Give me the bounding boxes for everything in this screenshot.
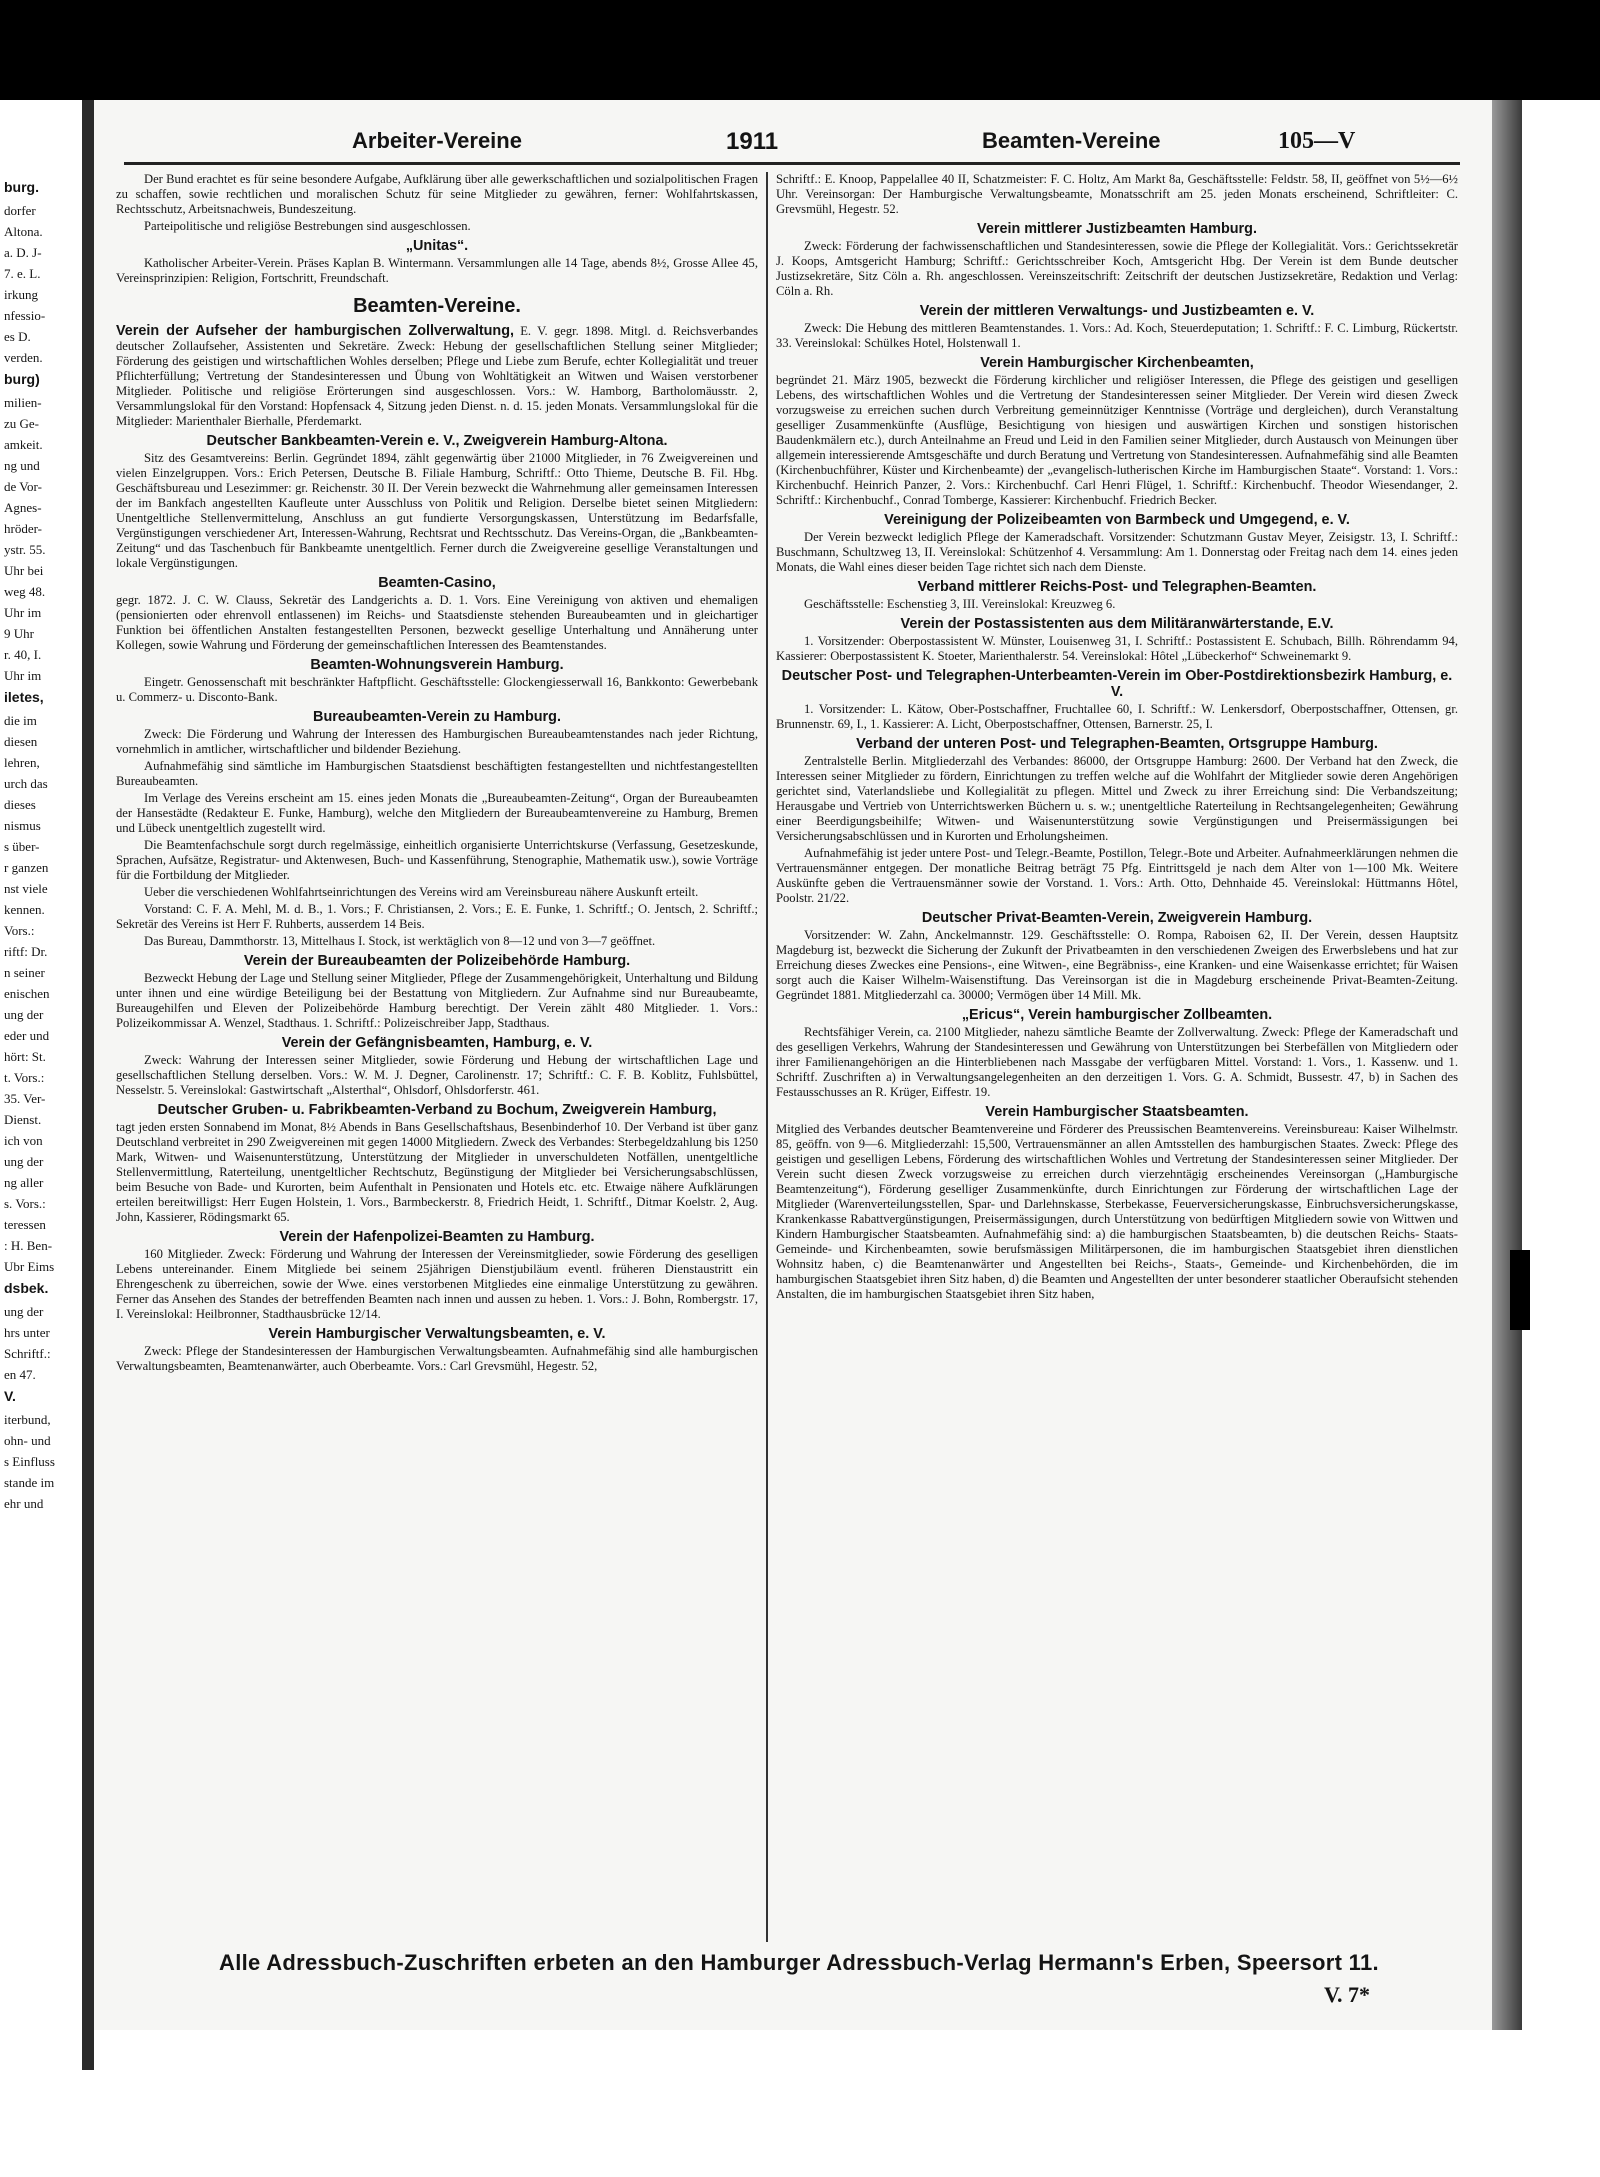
right-column-heading: Verein der Postassistenten aus dem Militäranwärterstande, E.V. [900,616,1334,632]
right-column-heading: Deutscher Privat-Beamten-Verein, Zweigverein Hamburg. [921,910,1313,926]
right-column-heading: Deutscher Post- und Telegraphen-Unterbeamten-Verein im Ober-Postdirektionsbezirk Hamburg, e. V. [781,668,1453,700]
fragment-line: weg 48. [4,584,46,599]
left-column-heading: Verein der Bureaubeamten der Polizeibehörde Hamburg. [243,953,631,969]
fragment-line: diesen [4,734,38,749]
right-column-heading: Verein Hamburgischer Staatsbeamten. [985,1104,1249,1120]
right-column-heading: Vereinigung der Polizeibeamten von Barmbeck und Umgegend, e. V. [884,512,1350,528]
scan-bottom-margin [0,2027,1600,2177]
fragment-line: r. 40, I. [4,647,42,662]
right-column-paragraph: Geschäftsstelle: Eschenstieg 3, III. Vereinslokal: Kreuzweg 6. [804,597,1116,611]
fragment-line: dorfer [4,203,36,218]
fragment-line: ehr und [4,1496,44,1511]
fragment-line: 9 Uhr [4,626,34,641]
left-column-paragraph: 160 Mitglieder. Zweck: Förderung und Wahrung der Interessen der Vereinsmitglieder, sowie Förderung des geselligen Lebens untereinander. Einem Mitgliede bei seinem 25jährigen Dienstjubiläum eventl. früheren Dienstaustritt ein Ehrengeschenk zu überreichen, sowie der Wwe. eines verstorbenen Mitgliedes eine einmalige Unterstützung zu gewähren. Ferner das Ansehen des Standes der betreffenden Beamten nach innen und aussen zu heben. 1. Vors.: J. Bohn, Rombergstr. 17, I. Vereinslokal: Heilbronner, Stadthausbrücke 12/14. [116,1247,758,1321]
left-column-paragraph: Sitz des Gesamtvereins: Berlin. Gegründet 1894, zählt gegenwärtig über 21000 Mitglieder, in 76 Zweigvereinen und vielen Einzelgruppen. Vors.: Erich Petersen, Deutsche B. Filiale Hamburg, Schriftf.: Otto Thieme, Deutsche B. Fil. Hbg. Geschäftsbureau und Lesezimmer: gr. Reichenstr. 30 II. Der Verein bezweckt die Wahrnehmung aller gemeinsamen Interessen der im Bankfach angestellten Kaufleute unter Ausschluss von Politik und Religion. Derselbe bietet seinen Mitgliedern: Unentgeltliche Stellenvermittelung, Anschluss an gut fundierte Versorgungskassen, Unterstützung im Bedarfsfalle, Vergünstigungen verschiedener Art, Interessen-Wahrung, Rechtsrat und Rechtsschutz. Das Vereins-Organ, die „Bankbeamten-Zeitung“ und das Taschenbuch für Bankbeamte unentgeltlich. Ferner durch die Zweigvereine gesellige Veranstaltungen und lokale Vergünstigungen. [116,451,758,570]
fragment-line: ich von [4,1133,43,1148]
fragment-line: Uhr im [4,605,42,620]
fragment-line: amkeit. [4,437,43,452]
fragment-line: iletes, [4,689,44,705]
fragment-line: Schriftf.: [4,1346,51,1361]
scan-top-border [0,0,1600,100]
left-column-heading: Deutscher Gruben- u. Fabrikbeamten-Verband zu Bochum, Zweigverein Hamburg, [157,1102,717,1118]
fragment-line: ng und [4,458,40,473]
fragment-line: Agnes- [4,500,42,515]
fragment-line: s über- [4,839,40,854]
fragment-line: hröder- [4,521,42,536]
fragment-line: 7. e. L. [4,266,41,281]
fragment-line: kennen. [4,902,45,917]
fragment-line: Dienst. [4,1112,42,1127]
fragment-line: 35. Ver- [4,1091,46,1106]
left-column-paragraph: Das Bureau, Dammthorstr. 13, Mittelhaus I. Stock, ist werktäglich von 8—12 und von 3—7 geöffnet. [144,934,656,948]
fragment-line: dsbek. [4,1280,49,1296]
fragment-line: hört: St. [4,1049,46,1064]
fragment-line: ung der [4,1304,44,1319]
right-column-paragraph: 1. Vorsitzender: Oberpostassistent W. Münster, Louisenweg 31, I. Schriftf.: Postassistent E. Schubach, Billh. Röhrendamm 94, Kassierer: Oberpostassistent K. Stoeter, Marienthalerstr. 54. Vereinslokal: Hôtel „Lübeckerhof“ Schweinemarkt 9. [776,634,1458,663]
right-column-paragraph: 1. Vorsitzender: L. Kätow, Ober-Postschaffner, Fruchtallee 60, I. Schriftf.: W. Lenkersdorf, Oberpostschaffner, Ottensen, gr. Brunnenstr. 69, I., 1. Kassierer: A. Licht, Oberpostschaffner, Ottensen, Barnerstr. 25, I. [776,702,1458,731]
right-column-paragraph: Zweck: Förderung der fachwissenschaftlichen und Standesinteressen, sowie die Pflege der Kollegialität. Vors.: Gerichtssekretär J. Koops, Amtsgericht Hamburg; Schriftf.: Gerichtsschreiber Koch, Amtsgericht Hbg. Der Verein ist dem Bunde deutscher Justizsekretäre, Sitz Cöln a. Rh. angeschlossen. Vereinszeitschrift: Zeitschrift der deutschen Justizsekretäre, Redaktion und Verlag: Cöln a. Rh. [776,239,1458,298]
fragment-line: lehren, [4,755,40,770]
right-column-paragraph: Zentralstelle Berlin. Mitgliederzahl des Verbandes: 86000, der Ortsgruppe Hamburg: 2600. Der Verband hat den Zweck, die Interessen seiner Mitglieder zu fördern, Einrichtungen zu treffen welche auf die Wohlfahrt der Mitglieder sowie deren Angehörigen gerichtet sind, Vaterlandsliebe und Kollegialität zu pflegen. Mittel und Zweck zu ihrer Erreichung sind: Die Verbandszeitung; Herausgabe und Vertrieb von Unterrichtswerken Büchern u. s. w.; unentgeltliche Raterteilung in Rechtsangelegenheiten; Gewährung einer Beerdigungsbeihilfe; Witwen- und Waisenunterstützung sowie Vergünstigungen und Preisermässigungen bei Versicherungsabschlüssen und in Kurorten und Erholungsheimen. [776,754,1458,843]
fragment-line: Altona. [4,224,43,239]
fragment-line: : H. Ben- [4,1238,53,1253]
fragment-line: s Einfluss [4,1454,55,1469]
left-column-heading: Beamten-Vereine. [353,295,521,317]
left-column-entry-text: E. V. gegr. 1898. Mitgl. d. Reichsverbandes deutscher Zollaufseher, Assistenten und Sekretäre. Zweck: Hebung der gesellschaftlichen Stellung seiner Mitglieder; Förderung des geistigen und wirtschaftlichen Wohles derselben; Pflege und Liebe zum Berufe, echter Kollegialität und treuer Pflichterfüllung; Vertretung der Standesinteressen und Übung von Wohltätigkeit an Witwen und Waisen verstorbener Mitglieder. Politische und religiöse Erörterungen sind ausgeschlossen. Vors.: W. Hamborg, Bartholomäusstr. 2, Versammlungslokal für den Vorstand: Hopfensack 4, Sitzung jeden Dienst. n. d. 15. jeden Monats. Versammlungslokal für die Mitglieder: Marienthaler Bierhalle, Pferdemarkt. [116,324,758,428]
left-column-paragraph: gegr. 1872. J. C. W. Clauss, Sekretär des Landgerichts a. D. 1. Vors. Eine Vereinigung von aktiven und ehemaligen (pensionierten oder ehrenvoll entlassenen) im Reichs- und Staatsdienste stehenden Bureaubeamten und in gleichartiger Funktion bei öffentlichen Anstalten festangestellten Personen, bezweckt gesellige Unterhaltung und Annäherung unter Kollegen, sowie Wahrung und Förderung der gemeinschaftlichen Interessen des Beamtenstandes. [116,593,758,652]
directory-page [94,100,1492,2030]
right-column-heading: Verein mittlerer Justizbeamten Hamburg. [977,221,1257,237]
fragment-line: riftf: Dr. [4,944,48,959]
fragment-line: Uhr bei [4,563,44,578]
fragment-line: V. [4,1388,16,1404]
signature-mark: V. 7* [1324,1982,1371,2007]
left-column-heading: Verein der Gefängnisbeamten, Hamburg, e. V. [281,1035,593,1051]
fragment-line: ung der [4,1154,44,1169]
fragment-line: enischen [4,986,50,1001]
left-column-entry-heading: Verein der Aufseher der hamburgischen Zollverwaltung, [116,323,514,339]
previous-page-fragment [0,180,80,2000]
fragment-line: burg. [4,180,39,195]
right-column-heading: Verein Hamburgischer Kirchenbeamten, [980,355,1254,371]
left-column-heading: Bureaubeamten-Verein zu Hamburg. [313,709,561,725]
header-rule [124,162,1460,165]
running-header-right: Beamten-Vereine [982,128,1161,153]
fragment-line: dieses [4,797,36,812]
right-column-paragraph: Schriftf.: E. Knoop, Pappelallee 40 II, Schatzmeister: F. C. Holtz, Am Markt 8a, Geschäftsstelle: Feldstr. 58, II, geöffnet von 5½—6½ Uhr. Vereinsorgan: Der Hamburgische Verwaltungsbeamte, Monatsschrift am 25. jeden Monats erscheinend, Schriftleiter: C. Grevsmühl, Hegestr. 52. [776,172,1458,216]
fragment-line: ystr. 55. [4,542,46,557]
fragment-line: milien- [4,395,42,410]
fragment-line: stande im [4,1475,55,1490]
left-column-paragraph: Die Beamtenfachschule sorgt durch regelmässige, einheitlich organisierte Unterrichtskurse (Verfassung, Gesetzeskunde, Sprachen, Aufsätze, Registratur- und Aktenwesen, Buch- und Kassenführung, Stenographie, Mathematik usw.), sowie Vorträge für die Fortbildung der Mitglieder. [116,838,758,882]
left-column-heading: Verein Hamburgischer Verwaltungsbeamten, e. V. [268,1326,606,1342]
publisher-notice: Alle Adressbuch-Zuschriften erbeten an den Hamburger Adressbuch-Verlag Hermann's Erben, Speersort 11. [219,1950,1379,1975]
left-column-heading: „Unitas“. [405,238,469,254]
left-column-paragraph: Im Verlage des Vereins erscheint am 15. eines jeden Monats die „Bureaubeamten-Zeitung“, Organ der Bureaubeamten der Hansestädte (Redakteur E. Funke, Hamburg), welche den Mitgliedern der Bureaubeamtenvereine zu Hamburg, Bremen und Lübeck unentgeltlich zugestellt wird. [116,791,758,835]
fragment-line: nismus [4,818,41,833]
left-column-paragraph: Parteipolitische und religiöse Bestrebungen sind ausgeschlossen. [144,219,471,233]
left-column-paragraph: Zweck: Die Förderung und Wahrung der Interessen des Hamburgischen Bureaubeamtenstandes nach jeder Richtung, vornehmlich in amtlicher, wirtschaftlicher und bildender Beziehung. [116,727,758,756]
right-column-heading: Verband der unteren Post- und Telegraphen-Beamten, Ortsgruppe Hamburg. [856,736,1378,752]
fragment-line: s. Vors.: [4,1196,46,1211]
left-column-entry [116,324,758,429]
fragment-line: verden. [4,350,43,365]
left-column-heading: Beamten-Casino, [378,575,496,591]
left-column-paragraph: tagt jeden ersten Sonnabend im Monat, 8½ Abends in Bans Gesellschaftshaus, Besenbinderhof 10. Der Verband ist über ganz Deutschland verbreitet in 290 Zweigvereinen mit gegen 14000 Mitgliedern. Zweck des Verbandes: Sterbegeldzahlung bis 1250 Mark, Witwen- und Waisenunterstützung, Unterstützung der Mitglieder in unverschuldeten Notfällen, unentgeltliche Stellenvermittlung, Raterteilung, unentgeltlicher Rechtschutz, Begünstigung der Mitglieder bei Versicherungsabschlüssen, beim Besuche von Bade- und Kurorten, beim Aufenthalt in Pensionaten und Hotels etc. etc. Etwaige nähere Aufklärungen erteilen bereitwilligst: Herr Eugen Holstein, 1. Vors., Barmbeckerstr. 8, Friedrich Heidt, 1. Schriftf., Ditmar Koelstr. 2, Aug. John, Kassierer, Rödingsmarkt 65. [116,1120,758,1224]
scan-right-shadow [1492,100,1522,2030]
fragment-line: iterbund, [4,1412,51,1427]
right-column-paragraph: Rechtsfähiger Verein, ca. 2100 Mitglieder, nahezu sämtliche Beamte der Zollverwaltung. Zweck: Pflege der Kameradschaft und des geselligen Verkehrs, Wahrung der Standesinteressen und Gewährung von Unterstützungen bei Sterbefällen von Mitgliedern oder ihrer Familienangehörigen an die Hinterbliebenen nach Massgabe der verfügbaren Mittel. Vorstand: 1. Vors., 1. Kassenw. und 1. Schriftf. Zuschriften a) in Verwaltungsangelegenheiten an den derzeitigen 1. Vors. G. A. Schmidt, Bussestr. 47, b) in Sachen des Festausschusses an R. Krüger, Eiffestr. 19. [776,1025,1458,1099]
fragment-line: en 47. [4,1367,36,1382]
fragment-line: burg) [4,371,40,387]
fragment-line: Ubr Eims [4,1259,55,1274]
fragment-line: n seiner [4,965,45,980]
fragment-line: teressen [4,1217,46,1232]
left-column-heading: Beamten-Wohnungsverein Hamburg. [310,657,564,673]
left-column-paragraph: Zweck: Pflege der Standesinteressen der Hamburgischen Verwaltungsbeamten. Aufnahmefähig sind alle hamburgischen Verwaltungsbeamten, Beamtenanwärter, auch Oberbeamte. Vors.: Carl Grevsmühl, Hegestr. 52, [116,1344,758,1373]
right-column-paragraph: Der Verein bezweckt lediglich Pflege der Kameradschaft. Vorsitzender: Schutzmann Gustav Meyer, Zeisigstr. 13, I. Schriftf.: Buschmann, Schultzweg 13, II. Vereinslokal: Schützenhof 4. Versammlung: Am 1. Donnerstag oder Freitag nach dem 14. eines jeden Monats, die Wahl eines dieser beiden Tage richtet sich nach dem Dienste. [776,530,1458,574]
left-column-heading: Deutscher Bankbeamten-Verein e. V., Zweigverein Hamburg-Altona. [206,433,668,449]
right-column-paragraph: Zweck: Die Hebung des mittleren Beamtenstandes. 1. Vors.: Ad. Koch, Steuerdeputation; 1. Schriftf.: F. C. Limburg, Rückertstr. 33. Vereinslokal: Schülkes Hotel, Holstenwall 1. [776,321,1458,350]
left-column-paragraph: Katholischer Arbeiter-Verein. Präses Kaplan B. Wintermann. Versammlungen alle 14 Tage, abends 8½, Grosse Allee 45, Vereinsprinzipien: Religion, Fortschritt, Freundschaft. [116,256,758,285]
left-column-paragraph: Zweck: Wahrung der Interessen seiner Mitglieder, sowie Förderung und Hebung der wirtschaftlichen Lage und gesellschaftlichen Stellung derselben. Vors.: W. M. J. Degner, Carolinenstr. 17; Schriftf.: C. F. B. Koblitz, Fuhlsbüttel, Nesselstr. 5. Vereinslokal: Gastwirtschaft „Alsterthal“, Ohlsdorf, Ohlsdorferstr. 461. [116,1053,758,1097]
left-column-paragraph: Ueber die verschiedenen Wohlfahrtseinrichtungen des Vereins wird am Vereinsbureau nähere Auskunft erteilt. [144,885,699,899]
fragment-line: a. D. J- [4,245,42,260]
right-column-paragraph: begründet 21. März 1905, bezweckt die Förderung kirchlicher und religiöser Interessen, die Pflege des geistigen und geselligen Lebens, des wirtschaftlichen Wohles und die Vertretung der Standesinteressen seiner Mitglieder. Der Verein wird diesen Zweck vorzugsweise zu erreichen suchen durch Verbreitung gemeinnütziger Kenntnisse (Vorträge und dergleichen), durch Veranstaltung geselliger Zusammenkünfte (Ausflüge, Besichtigung von hiesigen und auswärtigen Kirchen und sonstigen historischen Baudenkmälern etc.), durch Anteilnahme an Freud und Leid in den Familien seiner Mitglieder, durch Austausch von Meinungen über allgemein interessierende Amtsgeschäfte und durch Beratung und Vertretung von Standesinteressen. Aufnahmefähig sind alle Beamten (Kirchenbuchführer, Küster und Kirchenbeamte) der „evangelisch-lutherischen Kirche im Hamburgischen Staate“. Vorstand: 1. Vors.: Kirchenbuchf. Heinrich Panzer, 2. Vors.: Kirchenbuchf. Carl Henri Flügel, 1. Schriftf.: Kirchenbuchf. Theodor Wiesendanger, 2. Schriftf.: Kirchenbuchf., Conrad Tomberge, Kassierer: Kirchenbuchf. Friedrich Becker. [776,373,1458,507]
fragment-line: eder und [4,1028,50,1043]
fragment-line: hrs unter [4,1325,50,1340]
right-column-paragraph: Aufnahmefähig ist jeder untere Post- und Telegr.-Beamte, Postillon, Telegr.-Bote und Arbeiter. Aufnahmeerklärungen nehmen die Vertrauensmänner entgegen. Der monatliche Beitrag beträgt 75 Pfg. Eintrittsgeld je nach dem Alter von 1—100 Mk. Weitere Auskünfte geben die Vertrauensmänner sowie der Vorstand. 1. Vors.: Arth. Otto, Dehnhaide 45. Vereinslokal: Hüttmanns Hôtel, Poolstr. 21/22. [776,846,1458,905]
fragment-line: nst viele [4,881,48,896]
fragment-line: die im [4,713,37,728]
running-header-year: 1911 [726,128,779,155]
fragment-line: ung der [4,1007,44,1022]
left-column-paragraph: Eingetr. Genossenschaft mit beschränkter Haftpflicht. Geschäftsstelle: Glockengiesserwall 16, Bankkonto: Gewerbebank u. Commerz- u. Disconto-Bank. [116,675,758,704]
right-column-heading: Verein der mittleren Verwaltungs- und Justizbeamten e. V. [919,303,1315,319]
running-header-left: Arbeiter-Vereine [352,128,522,153]
fragment-line: ohn- und [4,1433,51,1448]
right-column-heading: Verband mittlerer Reichs-Post- und Telegraphen-Beamten. [917,579,1317,595]
fragment-line: Uhr im [4,668,42,683]
fragment-line: zu Ge- [4,416,40,431]
fragment-line: r ganzen [4,860,49,875]
page-number: 105—V [1278,128,1356,154]
right-column-paragraph: Mitglied des Verbandes deutscher Beamtenvereine und Förderer des Preussischen Beamtenvereins. Vereinsbureau: Kaiser Wilhelmstr. 85, geöffn. von 9—6. Mitgliederzahl: 15,500, Vertrauensmänner an allen Amtsstellen des hamburgischen Staates. Zweck: Pflege des geistigen und geselligen Lebens, Förderung des wirtschaftlichen Wohles und Vertretung der Standesinteressen seiner Mitglieder. Der Verein sucht diesen Zweck vorzugsweise zu erreichen durch vierzehntägig erscheinendes Vereinsorgan („Hamburgische Beamtenzeitung“), Förderung geselliger Zusammenkünfte, durch Einrichtungen zur Förderung der wirtschaftlichen Lage der Mitglieder (Warenverteilungsstellen, Spar- und Darlehnskasse, Sterbekasse, Feuerversicherungskasse, Einbruchsversicherungskasse, Krankenkasse Rabattvergünstigungen, Preisermässigungen, durch Unterstützung von bedürftigen Mitgliedern sowie von Wittwen und Kindern Hamburgischer Staatsbeamten. Aufnahmefähig sind: a) die hamburgischen Staatsbeamten, b) die deutschen Reichs- Staats- Gemeinde- und Kirchenbeamten, sowie berufsmässigen Militärpersonen, die im hamburgischen Staatsgebiet ihren dienstlichen Wohnsitz haben, c) die Beamtenanwärter und Angestellten bei Reichs-, Staats-, Gemeinde- und Kirchenbehörden, die im hamburgischen Staatsgebiet ihren Sitz haben, d) die Beamten und Angestellten der unter besonderer staatlicher Oberaufsicht stehenden Anstalten, die im hamburgischen Staatsgebiet ihren Sitz haben, [776,1122,1458,1301]
fragment-line: de Vor- [4,479,42,494]
left-column-paragraph: Aufnahmefähig sind sämtliche im Hamburgischen Staatsdienst beschäftigten festangestellten und nichtfestangestellten Bureaubeamten. [116,759,758,788]
scan-ink-blot [1510,1250,1530,1330]
fragment-line: es D. [4,329,31,344]
fragment-line: t. Vors.: [4,1070,45,1085]
fragment-line: urch das [4,776,48,791]
right-column-paragraph: Vorsitzender: W. Zahn, Anckelmannstr. 129. Geschäftsstelle: O. Rompa, Raboisen 62, II. Der Verein, dessen Hauptsitz Magdeburg ist, bezweckt die Sicherung der Zukunft der Privatbeamten in den verschiedenen Zweigen des Erwerbslebens und hat zur Erreichung dieses Zweckes eine Pensions-, eine Witwen-, eine Begräbniss-, eine Kranken- und eine Waisenkasse errichtet; für Waisen sorgt auch die Kaiser Wilhelm-Waisenstiftung. Das Vereinsorgan ist die in Magdeburg erscheinende Privat-Beamten-Zeitung. Gegründet 1881. Mitgliederzahl ca. 30000; Vermögen über 14 Mill. Mk. [776,928,1458,1002]
binding-gutter [82,100,94,2070]
left-column [116,172,758,1376]
fragment-line: irkung [4,287,38,302]
fragment-line: nfessio- [4,308,46,323]
column-separator [766,172,768,1942]
fragment-line: Vors.: [4,923,35,938]
right-column-heading: „Ericus“, Verein hamburgischer Zollbeamten. [961,1007,1273,1023]
right-column [776,172,1458,1304]
left-column-heading: Verein der Hafenpolizei-Beamten zu Hamburg. [279,1229,595,1245]
fragment-line: ng aller [4,1175,44,1190]
left-column-paragraph: Vorstand: C. F. A. Mehl, M. d. B., 1. Vors.; F. Christiansen, 2. Vors.; E. E. Funke, 1. Schriftf.; O. Jentsch, 2. Schriftf.; Sekretär des Vereins ist Herr F. Ruhberts, ausserdem 14 Beis. [116,902,758,931]
left-column-paragraph: Bezweckt Hebung der Lage und Stellung seiner Mitglieder, Pflege der Zusammengehörigkeit, Unterhaltung und Bildung unter ihnen und eine würdige Beteiligung bei der Bestattung von Mitgliedern. Zur Aufnahme sind nur Bureaubeamte, Bureaugehilfen und Eleven der Polizeibehörde Hamburg berechtigt. Der Verein zählt 480 Mitglieder. 1. Vors.: Polizeikommissar A. Wenzel, Stadthaus. 1. Schriftf.: Polizeischreiber Japp, Stadthaus. [116,971,758,1030]
left-column-paragraph: Der Bund erachtet es für seine besondere Aufgabe, Aufklärung über alle gewerkschaftlichen und sozialpolitischen Fragen zu schaffen, sowie rechtlichen und moralischen Schutz für seine Mitglieder zu gewähren, ferner: Wohlfahrtskassen, Rechtsschutz, Arbeitsnachweis, Bundeszeitung. [116,172,758,216]
